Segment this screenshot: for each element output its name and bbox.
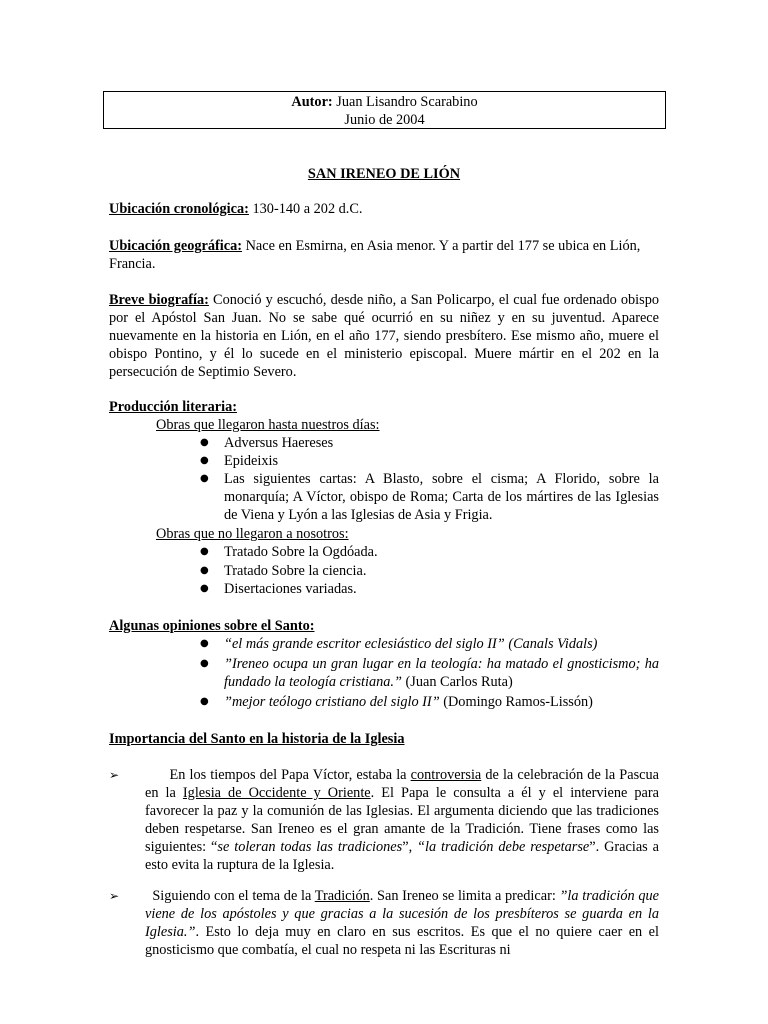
list-item-text: Tratado Sobre la Ogdóada.	[224, 544, 378, 560]
opinion-author: (Domingo Ramos-Lissón)	[439, 694, 593, 710]
obras-no-llegaron-heading: Obras que no llegaron a nosotros:	[156, 526, 349, 542]
paragraph-text	[145, 887, 659, 959]
opinion-quote: ”Ireneo ocupa un gran lugar en la teología: ha matado el gnosticismo; ha fundado la teología cristiana.”	[224, 656, 659, 690]
biografia-label: Breve biografía:	[109, 292, 209, 308]
ubicacion-geografica-label: Ubicación geográfica:	[109, 238, 243, 254]
ubicacion-geografica	[109, 237, 659, 273]
bullet-icon: ●	[200, 546, 209, 557]
bullet-icon: ●	[200, 696, 209, 707]
list-item-text: Tratado Sobre la ciencia.	[224, 563, 367, 579]
obras-llegaron-heading: Obras que llegaron hasta nuestros días:	[156, 417, 380, 433]
breve-biografia	[109, 291, 659, 381]
page-title: SAN IRENEO DE LIÓN	[307, 166, 461, 182]
text-run: . Esto lo deja muy en claro en sus escritos. Es que el no quiere caer en el gnosticismo que combatía, el cual no respeta ni las Escrituras ni	[145, 924, 659, 958]
ubicacion-cronologica	[109, 200, 659, 218]
list-item-text: Epideixis	[224, 453, 279, 469]
text-run: . San Ireneo se limita a predicar:	[369, 888, 560, 904]
author-name: Juan Lisandro Scarabino	[332, 94, 478, 110]
arrow-bullet-icon: ➢	[109, 768, 120, 782]
arrow-bullet-icon: ➢	[109, 889, 120, 903]
underlined-term: controversia	[410, 767, 482, 783]
bullet-icon: ●	[200, 658, 209, 669]
author-box	[103, 91, 666, 129]
text-run: de la celebración de la Pascua en la	[145, 767, 659, 801]
quote: ”la tradición que viene de los apóstoles y que gracias a la sucesión de los presbíteros se guarda en la Iglesia.”	[145, 888, 659, 940]
bullet-icon: ●	[200, 473, 209, 484]
ubicacion-cronologica-label: Ubicación cronológica:	[109, 201, 249, 217]
quote: se toleran todas las tradiciones	[217, 839, 403, 855]
ubicacion-geografica-text: Nace en Esmirna, en Asia menor. Y a partir del 177 se ubica en Lión, Francia.	[109, 238, 641, 272]
text-run: En los tiempos del Papa Víctor, estaba la	[169, 767, 411, 783]
underlined-term: Iglesia de Occidente y Oriente	[182, 785, 371, 801]
list-item-text: Las siguientes cartas: A Blasto, sobre el cisma; A Florido, sobre la monarquía; A Víctor, obispo de Roma; Carta de los mártires de las Iglesias de Viena y Lyón a las Iglesias de Asia y Frigia.	[224, 471, 659, 523]
underlined-term: Tradición	[314, 888, 370, 904]
ubicacion-cronologica-text: 130-140 a 202 d.C.	[248, 201, 363, 217]
bullet-icon: ●	[200, 638, 209, 649]
bullet-icon: ●	[200, 565, 209, 576]
opinion-quote: ”mejor teólogo cristiano del siglo II”	[224, 694, 440, 710]
opinion-quote: “el más grande escritor eclesiástico del siglo II” (Canals Vidals)	[224, 636, 598, 652]
author-line	[104, 93, 665, 111]
text-run: . El Papa le consulta a él y el interviene para favorecer la paz y la comunión de las Iglesias. El argumenta diciendo que las tradiciones deben respetarse. San Ireneo es el gran amante de la Tradición. Tiene frases como las siguientes: “	[145, 785, 659, 855]
opinion-author: (Juan Carlos Ruta)	[401, 674, 513, 690]
paragraph-text	[145, 766, 659, 874]
bullet-icon: ●	[200, 437, 209, 448]
author-label: Autor:	[291, 94, 333, 110]
text-run: ”. Gracias a esto evita la ruptura de la Iglesia.	[145, 839, 659, 873]
text-run: Siguiendo con el tema de la	[152, 888, 315, 904]
bullet-icon: ●	[200, 455, 209, 466]
opiniones-heading: Algunas opiniones sobre el Santo:	[109, 618, 315, 634]
list-item-text: Disertaciones variadas.	[224, 581, 357, 597]
produccion-heading: Producción literaria:	[109, 399, 237, 415]
text-run: ”,	[402, 839, 418, 855]
bullet-icon: ●	[200, 583, 209, 594]
quote: “la tradición debe respetarse	[417, 839, 590, 855]
biografia-text: Conoció y escuchó, desde niño, a San Policarpo, el cual fue ordenado obispo por el Apóstol San Juan. No se sabe qué ocurrió en su niñez y en su juventud. Aparece nuevamente en la historia en Lión, en el año 177, siendo presbítero. Ese mismo año, muere el obispo Pontino, y él lo sucede en el ministerio episcopal. Muere mártir en el 202 en la persecución de Septimio Severo.	[109, 292, 659, 380]
author-date: Junio de 2004	[344, 112, 425, 128]
importancia-heading: Importancia del Santo en la historia de la Iglesia	[109, 731, 405, 747]
list-item-text: Adversus Haereses	[224, 435, 334, 451]
